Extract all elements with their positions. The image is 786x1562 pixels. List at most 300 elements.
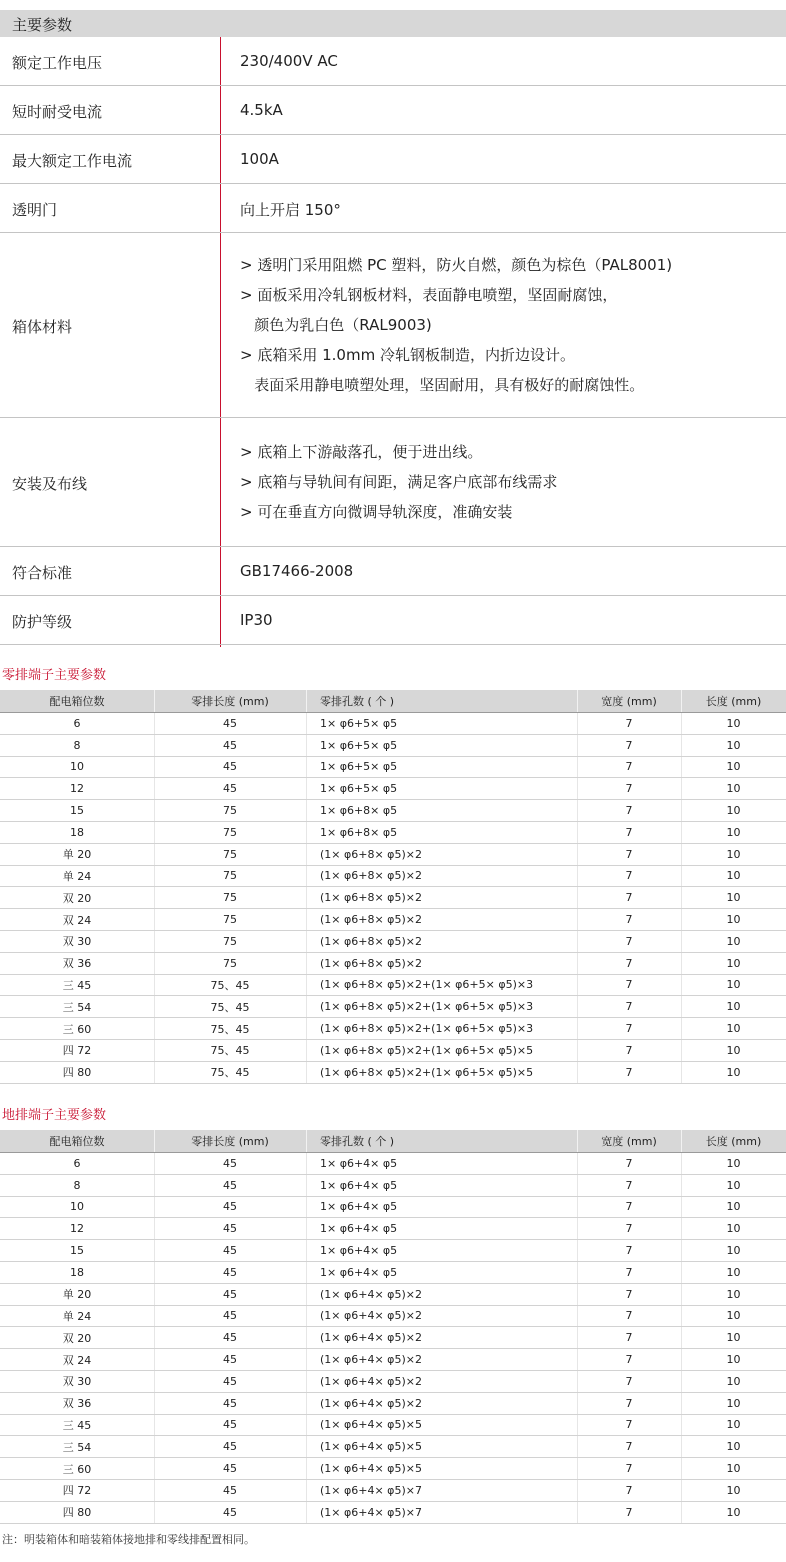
main-params-row bbox=[0, 547, 786, 596]
column-divider bbox=[681, 1327, 682, 1348]
cell-length: 10 bbox=[726, 1287, 741, 1301]
cell-bar-length: 75 bbox=[223, 934, 237, 948]
cell-box-positions: 6 bbox=[73, 1156, 81, 1170]
column-divider bbox=[577, 996, 578, 1017]
cell-box-positions: 单 20 bbox=[62, 848, 92, 862]
cell-box-positions: 6 bbox=[73, 716, 81, 730]
cell-box-positions: 双 30 bbox=[62, 1375, 92, 1389]
table-row bbox=[0, 1327, 786, 1349]
cell-width: 7 bbox=[625, 978, 633, 992]
cell-box-positions: 双 24 bbox=[62, 913, 92, 927]
cell-bar-length: 75、45 bbox=[210, 1044, 250, 1058]
column-divider bbox=[681, 1393, 682, 1414]
param-value: 100A bbox=[240, 149, 279, 168]
table-row bbox=[0, 1306, 786, 1328]
cell-width: 7 bbox=[625, 782, 633, 796]
footnote: 注：明装箱体和暗装箱体接地排和零线排配置相同。 bbox=[2, 1533, 255, 1546]
cell-length: 10 bbox=[726, 1200, 741, 1214]
cell-bar-length: 45 bbox=[223, 1200, 237, 1214]
column-divider bbox=[681, 1262, 682, 1283]
table-row bbox=[0, 931, 786, 953]
column-divider bbox=[681, 996, 682, 1017]
column-divider bbox=[577, 1371, 578, 1392]
cell-length: 10 bbox=[726, 804, 741, 818]
cell-hole-count: (1× φ6+4× φ5)×5 bbox=[320, 1418, 422, 1432]
cell-length: 10 bbox=[726, 956, 741, 970]
ground-bar-table bbox=[0, 1130, 786, 1524]
column-divider bbox=[154, 778, 155, 799]
cell-bar-length: 75 bbox=[223, 825, 237, 839]
cell-bar-length: 45 bbox=[223, 1265, 237, 1279]
cell-width: 7 bbox=[625, 804, 633, 818]
cell-length: 10 bbox=[726, 1483, 741, 1497]
cell-bar-length: 75 bbox=[223, 913, 237, 927]
table-row bbox=[0, 1371, 786, 1393]
column-divider bbox=[154, 757, 155, 778]
column-divider bbox=[577, 713, 578, 734]
cell-length: 10 bbox=[726, 1022, 741, 1036]
cell-box-positions: 三 45 bbox=[62, 978, 92, 992]
cell-bar-length: 75 bbox=[223, 847, 237, 861]
main-params-row bbox=[0, 86, 786, 135]
param-value-line: > 可在垂直方向微调导轨深度，准确安装 bbox=[240, 502, 513, 521]
cell-width: 7 bbox=[625, 1462, 633, 1476]
cell-bar-length: 45 bbox=[223, 1418, 237, 1432]
cell-length: 10 bbox=[726, 1265, 741, 1279]
column-divider bbox=[577, 1175, 578, 1196]
cell-hole-count: 1× φ6+4× φ5 bbox=[320, 1178, 398, 1192]
param-value-line: > 透明门采用阻燃 PC 塑料，防火自燃，颜色为棕色（PAL8001) bbox=[240, 255, 673, 274]
column-divider bbox=[306, 1018, 307, 1039]
cell-hole-count: (1× φ6+8× φ5)×2+(1× φ6+5× φ5)×5 bbox=[320, 1043, 534, 1057]
cell-length: 10 bbox=[726, 1505, 741, 1519]
param-value-line: > 面板采用冷轧钢板材料，表面静电喷塑，坚固耐腐蚀， bbox=[240, 285, 618, 304]
table-header-row bbox=[0, 1130, 786, 1153]
cell-hole-count: (1× φ6+8× φ5)×2 bbox=[320, 913, 422, 927]
cell-width: 7 bbox=[625, 1440, 633, 1454]
cell-width: 7 bbox=[625, 1396, 633, 1410]
neutral-bar-table bbox=[0, 690, 786, 1084]
cell-bar-length: 45 bbox=[223, 1222, 237, 1236]
column-divider bbox=[577, 1327, 578, 1348]
column-divider bbox=[681, 1040, 682, 1061]
column-divider bbox=[154, 1306, 155, 1327]
cell-bar-length: 75 bbox=[223, 956, 237, 970]
column-divider bbox=[306, 1480, 307, 1501]
column-divider bbox=[306, 713, 307, 734]
cell-hole-count: (1× φ6+8× φ5)×2 bbox=[320, 847, 422, 861]
column-divider bbox=[577, 1197, 578, 1218]
cell-bar-length: 45 bbox=[223, 1244, 237, 1258]
cell-length: 10 bbox=[726, 978, 741, 992]
column-divider bbox=[306, 909, 307, 930]
cell-length: 10 bbox=[726, 934, 741, 948]
column-divider bbox=[306, 975, 307, 996]
cell-width: 7 bbox=[625, 1418, 633, 1432]
column-divider bbox=[306, 1458, 307, 1479]
column-divider bbox=[306, 953, 307, 974]
param-value-lines bbox=[240, 250, 672, 400]
column-divider bbox=[154, 690, 155, 712]
column-divider bbox=[577, 887, 578, 908]
column-divider bbox=[681, 1153, 682, 1174]
cell-box-positions: 三 60 bbox=[62, 1462, 92, 1476]
column-divider bbox=[154, 953, 155, 974]
cell-hole-count: 1× φ6+4× φ5 bbox=[320, 1156, 398, 1170]
column-divider bbox=[306, 1284, 307, 1305]
cell-box-positions: 18 bbox=[70, 825, 84, 839]
column-divider bbox=[577, 1218, 578, 1239]
param-value-line: 表面采用静电喷塑处理，坚固耐用，具有极好的耐腐蚀性。 bbox=[240, 375, 645, 394]
cell-width: 7 bbox=[625, 1065, 633, 1079]
cell-hole-count: 1× φ6+5× φ5 bbox=[320, 782, 398, 796]
header-bar-length: 零排长度 (mm) bbox=[191, 1135, 269, 1148]
column-divider bbox=[681, 1306, 682, 1327]
column-divider bbox=[681, 1436, 682, 1457]
main-params-row bbox=[0, 596, 786, 645]
cell-length: 10 bbox=[726, 1244, 741, 1258]
column-divider bbox=[154, 1153, 155, 1174]
column-divider bbox=[681, 953, 682, 974]
cell-length: 10 bbox=[726, 1353, 741, 1367]
cell-bar-length: 45 bbox=[223, 782, 237, 796]
cell-length: 10 bbox=[726, 1178, 741, 1192]
ground-bar-title: 地排端子主要参数 bbox=[2, 1108, 107, 1123]
column-divider bbox=[154, 822, 155, 843]
param-name: 透明门 bbox=[12, 200, 58, 219]
column-divider bbox=[154, 800, 155, 821]
main-params-row bbox=[0, 135, 786, 184]
column-divider bbox=[681, 909, 682, 930]
cell-bar-length: 75、45 bbox=[210, 978, 250, 992]
cell-width: 7 bbox=[625, 1156, 633, 1170]
column-divider bbox=[681, 1130, 682, 1152]
column-divider bbox=[681, 1284, 682, 1305]
column-divider bbox=[577, 690, 578, 712]
table-row bbox=[0, 1349, 786, 1371]
cell-width: 7 bbox=[625, 1043, 633, 1057]
column-divider bbox=[306, 931, 307, 952]
cell-length: 10 bbox=[726, 913, 741, 927]
header-box-positions: 配电箱位数 bbox=[49, 695, 105, 708]
cell-length: 10 bbox=[726, 1331, 741, 1345]
column-divider bbox=[306, 1393, 307, 1414]
table-row bbox=[0, 953, 786, 975]
cell-box-positions: 双 20 bbox=[62, 891, 92, 905]
column-divider bbox=[306, 1218, 307, 1239]
column-divider bbox=[681, 1480, 682, 1501]
cell-box-positions: 双 20 bbox=[62, 1331, 92, 1345]
column-divider bbox=[306, 1502, 307, 1523]
column-divider bbox=[154, 931, 155, 952]
table-row bbox=[0, 975, 786, 997]
column-divider bbox=[154, 1262, 155, 1283]
column-divider bbox=[577, 844, 578, 865]
column-divider bbox=[306, 1062, 307, 1083]
column-divider bbox=[577, 1349, 578, 1370]
cell-width: 7 bbox=[625, 1178, 633, 1192]
column-divider bbox=[154, 975, 155, 996]
column-divider bbox=[306, 1306, 307, 1327]
cell-bar-length: 45 bbox=[223, 1440, 237, 1454]
column-divider bbox=[577, 1458, 578, 1479]
cell-hole-count: (1× φ6+8× φ5)×2 bbox=[320, 869, 422, 883]
table-row bbox=[0, 1197, 786, 1219]
column-divider bbox=[154, 735, 155, 756]
column-divider bbox=[154, 1458, 155, 1479]
column-divider bbox=[306, 735, 307, 756]
header-hole-count: 零排孔数 ( 个 ) bbox=[320, 1135, 395, 1148]
table-row bbox=[0, 887, 786, 909]
cell-hole-count: (1× φ6+4× φ5)×5 bbox=[320, 1440, 422, 1454]
column-divider bbox=[577, 800, 578, 821]
column-divider bbox=[306, 1371, 307, 1392]
cell-length: 10 bbox=[726, 1418, 741, 1432]
cell-box-positions: 四 72 bbox=[62, 1044, 92, 1058]
cell-box-positions: 单 24 bbox=[62, 1309, 92, 1323]
column-divider bbox=[306, 778, 307, 799]
cell-width: 7 bbox=[625, 891, 633, 905]
cell-hole-count: (1× φ6+4× φ5)×2 bbox=[320, 1353, 422, 1367]
table-row bbox=[0, 822, 786, 844]
cell-hole-count: (1× φ6+4× φ5)×2 bbox=[320, 1331, 422, 1345]
param-value-line: > 底箱上下游敲落孔，便于进出线。 bbox=[240, 442, 483, 461]
column-divider bbox=[681, 778, 682, 799]
cell-length: 10 bbox=[726, 1309, 741, 1323]
param-value-line: > 底箱与导轨间有间距，满足客户底部布线需求 bbox=[240, 472, 558, 491]
param-name: 短时耐受电流 bbox=[12, 102, 103, 121]
cell-box-positions: 双 36 bbox=[62, 1397, 92, 1411]
column-divider bbox=[577, 909, 578, 930]
param-value: 4.5kA bbox=[240, 100, 283, 119]
cell-hole-count: (1× φ6+8× φ5)×2+(1× φ6+5× φ5)×3 bbox=[320, 1022, 534, 1036]
column-divider bbox=[154, 866, 155, 887]
column-divider bbox=[306, 1415, 307, 1436]
column-divider bbox=[154, 1393, 155, 1414]
cell-length: 10 bbox=[726, 716, 741, 730]
column-divider bbox=[577, 1502, 578, 1523]
column-divider bbox=[681, 1018, 682, 1039]
cell-bar-length: 75 bbox=[223, 804, 237, 818]
table-row bbox=[0, 866, 786, 888]
cell-width: 7 bbox=[625, 760, 633, 774]
column-divider bbox=[577, 1153, 578, 1174]
column-divider bbox=[306, 1197, 307, 1218]
column-divider bbox=[681, 1502, 682, 1523]
cell-hole-count: 1× φ6+4× φ5 bbox=[320, 1265, 398, 1279]
cell-bar-length: 45 bbox=[223, 1331, 237, 1345]
column-divider bbox=[154, 1062, 155, 1083]
cell-bar-length: 45 bbox=[223, 1396, 237, 1410]
cell-bar-length: 45 bbox=[223, 738, 237, 752]
column-divider bbox=[577, 1040, 578, 1061]
cell-hole-count: (1× φ6+8× φ5)×2+(1× φ6+5× φ5)×3 bbox=[320, 1000, 534, 1014]
cell-box-positions: 12 bbox=[70, 782, 84, 796]
cell-box-positions: 10 bbox=[70, 760, 84, 774]
column-divider bbox=[154, 844, 155, 865]
column-divider bbox=[681, 931, 682, 952]
neutral-bar-title: 零排端子主要参数 bbox=[2, 668, 107, 683]
table-row bbox=[0, 1018, 786, 1040]
cell-length: 10 bbox=[726, 782, 741, 796]
column-divider bbox=[154, 1327, 155, 1348]
param-name: 最大额定工作电流 bbox=[12, 151, 133, 170]
cell-width: 7 bbox=[625, 825, 633, 839]
cell-length: 10 bbox=[726, 1065, 741, 1079]
cell-box-positions: 双 36 bbox=[62, 957, 92, 971]
cell-hole-count: 1× φ6+5× φ5 bbox=[320, 716, 398, 730]
table-row bbox=[0, 1218, 786, 1240]
header-length: 长度 (mm) bbox=[705, 695, 762, 708]
main-params-row bbox=[0, 418, 786, 547]
column-divider bbox=[681, 757, 682, 778]
column-divider bbox=[577, 1436, 578, 1457]
cell-hole-count: (1× φ6+4× φ5)×7 bbox=[320, 1505, 422, 1519]
param-name: 符合标准 bbox=[12, 563, 73, 582]
cell-box-positions: 三 54 bbox=[62, 1000, 92, 1014]
cell-box-positions: 18 bbox=[70, 1265, 84, 1279]
column-divider bbox=[577, 931, 578, 952]
column-divider bbox=[577, 1306, 578, 1327]
cell-width: 7 bbox=[625, 1505, 633, 1519]
table-row bbox=[0, 1436, 786, 1458]
column-divider bbox=[681, 800, 682, 821]
table-row bbox=[0, 1480, 786, 1502]
column-divider bbox=[577, 778, 578, 799]
column-divider bbox=[681, 735, 682, 756]
cell-length: 10 bbox=[726, 1374, 741, 1388]
column-divider bbox=[154, 713, 155, 734]
cell-box-positions: 12 bbox=[70, 1222, 84, 1236]
column-divider bbox=[154, 1218, 155, 1239]
column-divider bbox=[154, 1502, 155, 1523]
header-hole-count: 零排孔数 ( 个 ) bbox=[320, 695, 395, 708]
cell-box-positions: 三 54 bbox=[62, 1440, 92, 1454]
table-row bbox=[0, 1175, 786, 1197]
cell-length: 10 bbox=[726, 1222, 741, 1236]
table-row bbox=[0, 1040, 786, 1062]
column-divider bbox=[577, 1262, 578, 1283]
column-divider bbox=[577, 1240, 578, 1261]
cell-bar-length: 45 bbox=[223, 760, 237, 774]
column-divider bbox=[306, 1436, 307, 1457]
cell-width: 7 bbox=[625, 1331, 633, 1345]
column-divider bbox=[681, 1458, 682, 1479]
column-divider bbox=[154, 1240, 155, 1261]
column-divider bbox=[306, 844, 307, 865]
cell-hole-count: (1× φ6+8× φ5)×2 bbox=[320, 956, 422, 970]
column-divider bbox=[306, 800, 307, 821]
column-divider bbox=[681, 1197, 682, 1218]
column-divider bbox=[681, 866, 682, 887]
table-row bbox=[0, 778, 786, 800]
cell-bar-length: 75、45 bbox=[210, 1000, 250, 1014]
table-row bbox=[0, 1502, 786, 1524]
column-divider bbox=[681, 1218, 682, 1239]
cell-width: 7 bbox=[625, 1022, 633, 1036]
cell-hole-count: (1× φ6+4× φ5)×5 bbox=[320, 1462, 422, 1476]
column-divider bbox=[154, 1130, 155, 1152]
cell-length: 10 bbox=[726, 869, 741, 883]
column-divider bbox=[306, 690, 307, 712]
cell-bar-length: 45 bbox=[223, 1353, 237, 1367]
cell-length: 10 bbox=[726, 1462, 741, 1476]
cell-hole-count: 1× φ6+5× φ5 bbox=[320, 760, 398, 774]
column-divider bbox=[577, 1130, 578, 1152]
cell-box-positions: 15 bbox=[70, 804, 84, 818]
cell-width: 7 bbox=[625, 1374, 633, 1388]
column-divider bbox=[577, 1480, 578, 1501]
cell-length: 10 bbox=[726, 1156, 741, 1170]
cell-bar-length: 45 bbox=[223, 1178, 237, 1192]
column-divider bbox=[681, 844, 682, 865]
cell-box-positions: 四 72 bbox=[62, 1484, 92, 1498]
cell-box-positions: 8 bbox=[73, 738, 81, 752]
cell-bar-length: 75 bbox=[223, 891, 237, 905]
cell-hole-count: (1× φ6+8× φ5)×2 bbox=[320, 891, 422, 905]
cell-width: 7 bbox=[625, 716, 633, 730]
cell-width: 7 bbox=[625, 1222, 633, 1236]
column-divider bbox=[681, 887, 682, 908]
column-divider bbox=[154, 1018, 155, 1039]
column-divider bbox=[577, 822, 578, 843]
cell-hole-count: (1× φ6+4× φ5)×2 bbox=[320, 1287, 422, 1301]
cell-box-positions: 8 bbox=[73, 1178, 81, 1192]
column-divider bbox=[681, 1240, 682, 1261]
cell-box-positions: 单 24 bbox=[62, 869, 92, 883]
column-divider bbox=[681, 1415, 682, 1436]
column-divider bbox=[577, 1415, 578, 1436]
cell-bar-length: 45 bbox=[223, 1287, 237, 1301]
cell-box-positions: 10 bbox=[70, 1200, 84, 1214]
column-divider bbox=[577, 1393, 578, 1414]
cell-hole-count: (1× φ6+8× φ5)×2+(1× φ6+5× φ5)×3 bbox=[320, 978, 534, 992]
cell-width: 7 bbox=[625, 1200, 633, 1214]
cell-width: 7 bbox=[625, 1244, 633, 1258]
cell-box-positions: 单 20 bbox=[62, 1288, 92, 1302]
cell-length: 10 bbox=[726, 891, 741, 905]
column-divider bbox=[577, 1062, 578, 1083]
cell-hole-count: 1× φ6+4× φ5 bbox=[320, 1244, 398, 1258]
header-width: 宽度 (mm) bbox=[601, 1135, 657, 1148]
cell-hole-count: (1× φ6+4× φ5)×7 bbox=[320, 1483, 422, 1497]
column-divider bbox=[154, 1284, 155, 1305]
cell-length: 10 bbox=[726, 1043, 741, 1057]
column-divider bbox=[681, 1175, 682, 1196]
cell-box-positions: 双 30 bbox=[62, 935, 92, 949]
cell-width: 7 bbox=[625, 1483, 633, 1497]
cell-hole-count: (1× φ6+8× φ5)×2+(1× φ6+5× φ5)×5 bbox=[320, 1065, 534, 1079]
param-value: GB17466-2008 bbox=[240, 561, 354, 580]
column-divider bbox=[681, 690, 682, 712]
cell-length: 10 bbox=[726, 1440, 741, 1454]
column-divider bbox=[154, 1175, 155, 1196]
table-row bbox=[0, 1240, 786, 1262]
param-value-lines bbox=[240, 437, 557, 527]
column-divider bbox=[306, 866, 307, 887]
param-value: 230/400V AC bbox=[240, 51, 338, 70]
cell-width: 7 bbox=[625, 934, 633, 948]
cell-box-positions: 双 24 bbox=[62, 1353, 92, 1367]
main-params-row bbox=[0, 233, 786, 418]
header-length: 长度 (mm) bbox=[705, 1135, 762, 1148]
cell-hole-count: 1× φ6+8× φ5 bbox=[320, 825, 398, 839]
cell-bar-length: 75、45 bbox=[210, 1022, 250, 1036]
column-divider bbox=[154, 1480, 155, 1501]
cell-length: 10 bbox=[726, 847, 741, 861]
column-divider bbox=[577, 866, 578, 887]
cell-width: 7 bbox=[625, 1265, 633, 1279]
